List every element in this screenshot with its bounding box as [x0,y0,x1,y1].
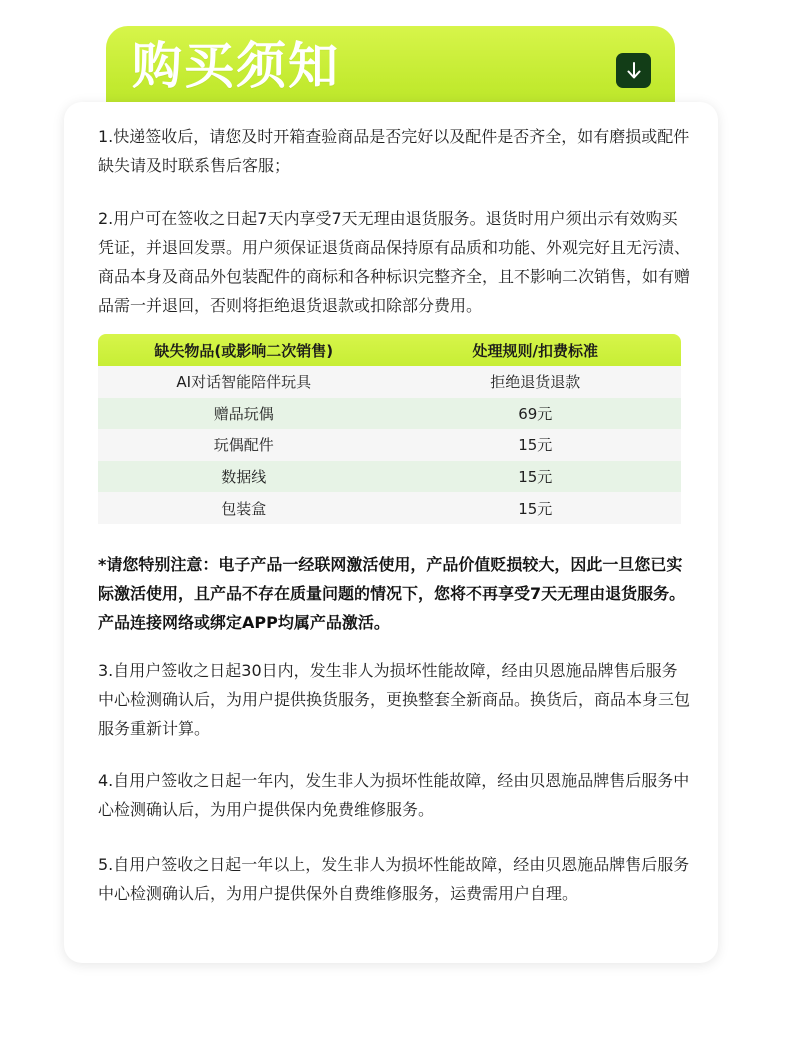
notice-paragraph-5: 5.自用户签收之日起一年以上，发生非人为损坏性能故障，经由贝恩施品牌售后服务中心检测确认后，为用户提供保外自费维修服务，运费需用户自理。 [98,855,690,903]
page-title: 购买须知 [132,37,340,95]
table-row [98,366,681,398]
table-row [98,398,681,430]
deduction-rules-table [98,334,681,524]
notice-paragraph-4: 4.自用户签收之日起一年内，发生非人为损坏性能故障，经由贝恩施品牌售后服务中心检测确认后，为用户提供保内免费维修服务。 [98,771,690,819]
table-cell-rule: 15元 [518,499,553,518]
activation-warning: *请您特别注意：电子产品一经联网激活使用，产品价值贬损较大，因此一旦您已实际激活使用，且产品不存在质量问题的情况下，您将不再享受7天无理由退货服务。产品连接网络或绑定APP均属产品激活。 [98,555,686,632]
table-cell-item: 数据线 [221,468,267,487]
arrow-down-icon [625,61,643,81]
table-cell-item: 玩偶配件 [213,436,274,455]
table-cell-rule: 15元 [518,436,553,455]
table-cell-rule: 15元 [518,468,553,487]
download-button[interactable] [616,53,651,88]
table-row [98,461,681,493]
table-row [98,492,681,524]
table-cell-rule: 拒绝退货退款 [490,373,581,392]
table-cell-item: 赠品玩偶 [213,404,274,423]
notice-paragraph-3: 3.自用户签收之日起30日内，发生非人为损坏性能故障，经由贝恩施品牌售后服务中心检测确认后，为用户提供换货服务，更换整套全新商品。换货后，商品本身三包服务重新计算。 [98,661,691,738]
column-header-missing-item: 缺失物品(或影响二次销售) [154,341,334,360]
column-header-rule: 处理规则/扣费标准 [472,341,598,360]
purchase-notice-card [64,102,718,963]
table-cell-item: 包装盒 [221,499,267,518]
table-row [98,429,681,461]
notice-paragraph-2: 2.用户可在签收之日起7天内享受7天无理由退货服务。退货时用户须出示有效购买凭证，并退回发票。用户须保证退货商品保持原有品质和功能、外观完好且无污渍、商品本身及商品外包装配件的商标和各种标识完整齐全，且不影响二次销售，如有赠品需一并退回，否则将拒绝退货退款或扣除部分费用。 [98,209,691,315]
table-cell-item: AI对话智能陪伴玩具 [176,373,312,392]
table-header-row [98,334,681,366]
table-cell-rule: 69元 [518,404,553,423]
notice-paragraph-1: 1.快递签收后，请您及时开箱查验商品是否完好以及配件是否齐全，如有磨损或配件缺失请及时联系售后客服； [98,127,690,175]
